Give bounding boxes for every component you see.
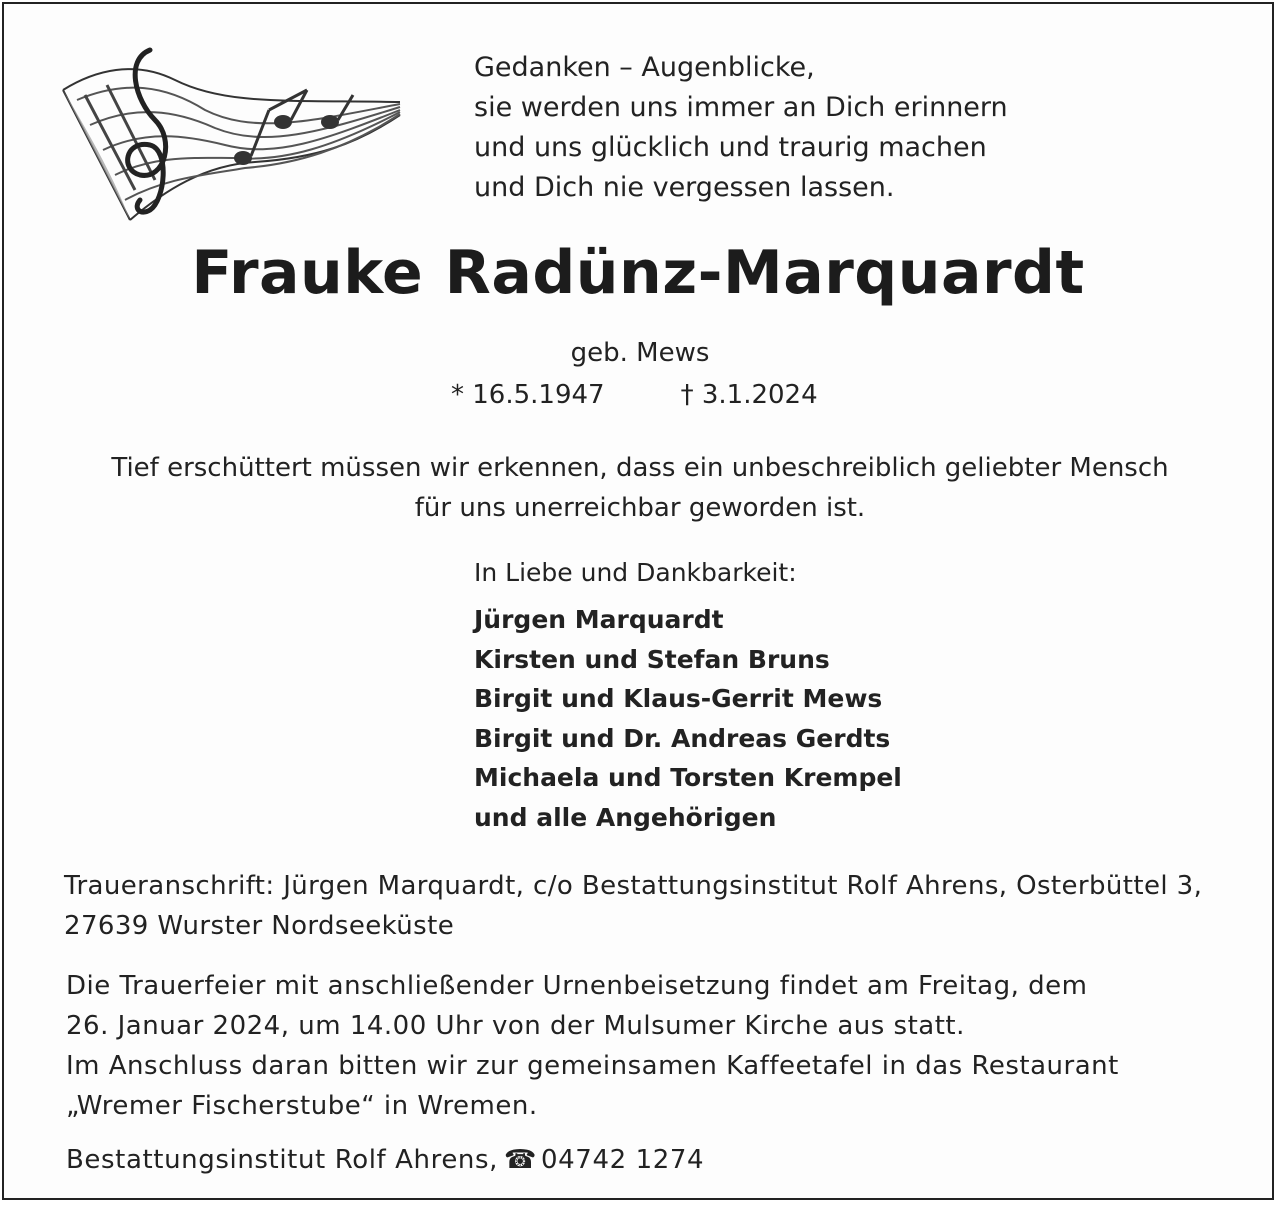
poem-line: Gedanken – Augenblicke,: [474, 52, 815, 83]
funeral-home-contact: [66, 1145, 704, 1175]
mourning-address: [64, 866, 1202, 946]
poem: [474, 48, 1008, 208]
service-line: 26. Januar 2024, um 14.00 Uhr von der Mulsumer Kirche aus statt.: [66, 1011, 965, 1041]
phone-number: 04742 1274: [541, 1145, 705, 1175]
family-member: Birgit und Dr. Andreas Gerdts: [474, 723, 891, 753]
service-line: Die Trauerfeier mit anschließender Urnenbeisetzung findet am Freitag, dem: [66, 971, 1088, 1001]
poem-line: sie werden uns immer an Dich erinnern: [474, 92, 1008, 123]
family-member: Birgit und Klaus-Gerrit Mews: [474, 684, 883, 713]
poem-line: und uns glücklich und traurig machen: [474, 132, 987, 163]
deceased-name: Frauke Radünz-Marquardt: [191, 238, 1085, 308]
service-line: „Wremer Fischerstube“ in Wremen.: [66, 1091, 538, 1121]
mourning-line: für uns unerreichbar geworden ist.: [414, 493, 866, 523]
telephone-icon: ☎: [504, 1145, 538, 1175]
address-line: Traueranschrift: Jürgen Marquardt, c/o Bestattungsinstitut Rolf Ahrens, Osterbüttel 3,: [64, 871, 1203, 901]
address-line: 27639 Wurster Nordseeküste: [64, 911, 455, 941]
family-member: Kirsten und Stefan Bruns: [474, 644, 830, 674]
thanks-intro: In Liebe und Dankbarkeit:: [474, 558, 797, 587]
life-dates: [451, 380, 818, 410]
poem-line: und Dich nie vergessen lassen.: [474, 172, 895, 203]
family-list: [474, 600, 902, 837]
family-member: Michaela und Torsten Krempel: [474, 763, 902, 792]
funeral-service-info: [66, 966, 1119, 1126]
mourning-line: Tief erschüttert müssen wir erkennen, dass ein unbeschreiblich geliebter Mensch: [111, 453, 1169, 483]
family-member: Jürgen Marquardt: [474, 605, 724, 634]
birth-name: geb. Mews: [570, 338, 710, 368]
service-line: Im Anschluss daran bitten wir zur gemeinsamen Kaffeetafel in das Restaurant: [66, 1051, 1119, 1081]
birth-date: * 16.5.1947: [451, 380, 605, 410]
family-member: und alle Angehörigen: [474, 802, 777, 832]
mourning-text: [0, 448, 1280, 528]
death-date: † 3.1.2024: [680, 380, 818, 410]
music-staff-icon: [55, 40, 415, 230]
funeral-home-name: Bestattungsinstitut Rolf Ahrens,: [66, 1145, 499, 1175]
